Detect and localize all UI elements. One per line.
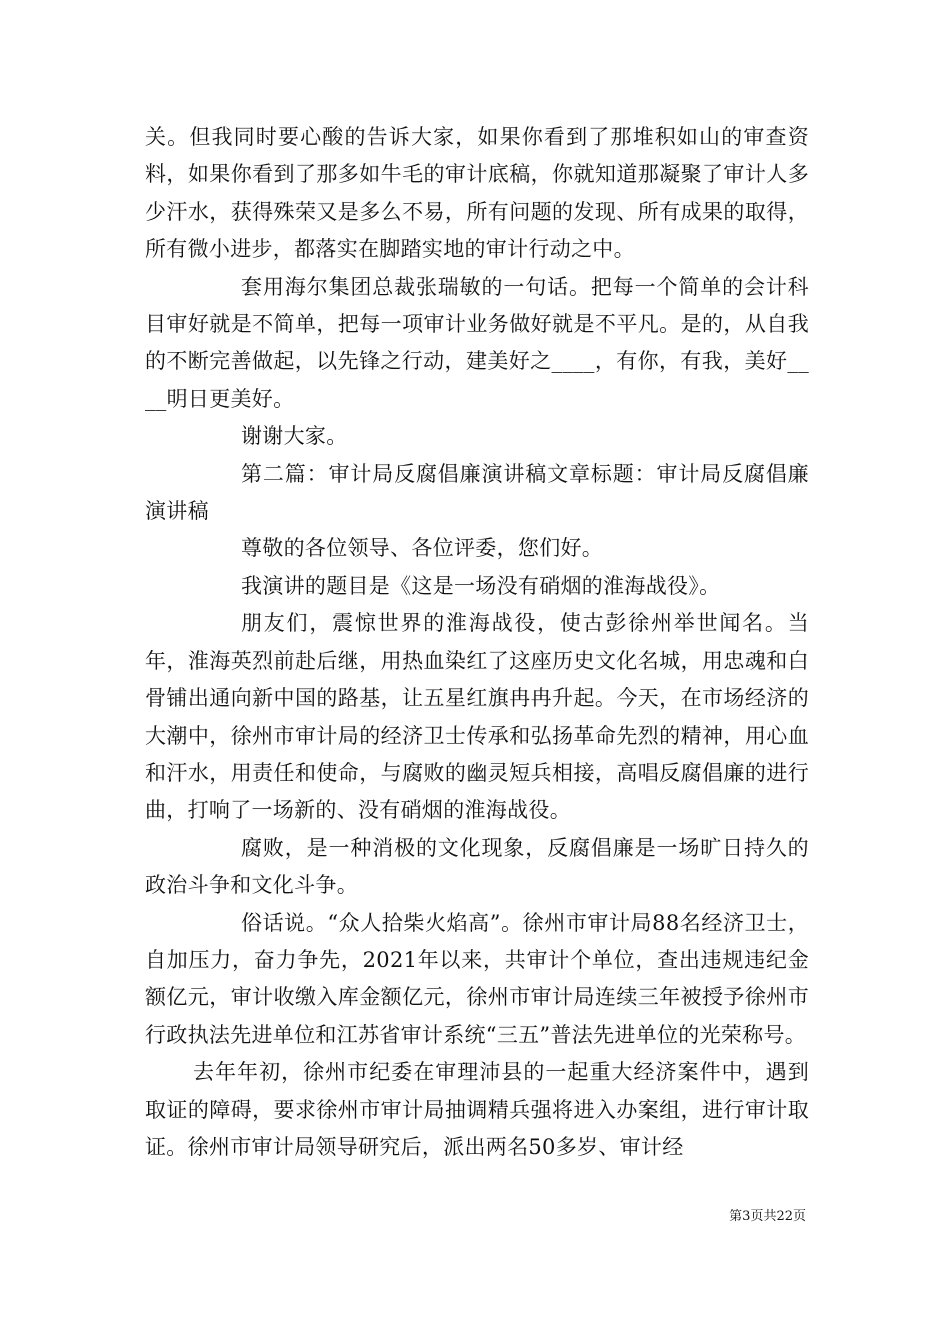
document-body [145,119,809,1166]
paragraph-haier-quote: 套用海尔集团总裁张瑞敏的一句话。把每一个简单的会计科目审好就是不简单，把每一项审计业务做好就是不平凡。是的，从自我的不断完善做起，以先锋之行动，建美好之____，有你，有我，美好____明日更美好。 [145,274,809,411]
paragraph-section-title: 第二篇：审计局反腐倡廉演讲稿文章标题：审计局反腐倡廉演讲稿 [145,461,809,524]
paragraph-continuation: 关。但我同时要心酸的告诉大家，如果你看到了那堆积如山的审查资料，如果你看到了那多如牛毛的审计底稿，你就知道那凝聚了审计人多少汗水，获得殊荣又是多么不易，所有问题的发现、所有成果的取得，所有微小进步，都落实在脚踏实地的审计行动之中。 [145,125,809,262]
paragraph-last-year: 去年年初，徐州市纪委在审理沛县的一起重大经济案件中，遇到取证的障碍，要求徐州市审计局抽调精兵强将进入办案组，进行审计取证。徐州市审计局领导研究后，派出两名50多岁、审计经 [145,1060,809,1159]
page-number-footer: 第3页共22页 [729,1209,806,1224]
paragraph-greeting: 尊敬的各位领导、各位评委，您们好。 [241,536,604,561]
paragraph-thanks: 谢谢大家。 [241,424,348,449]
paragraph-corruption: 腐败，是一种消极的文化现象，反腐倡廉是一场旷日持久的政治斗争和文化斗争。 [145,835,809,898]
paragraph-huaihai: 朋友们，震惊世界的淮海战役，使古彭徐州举世闻名。当年，淮海英烈前赴后继，用热血染红了这座历史文化名城，用忠魂和白骨铺出通向新中国的路基，让五星红旗冉冉升起。今天，在市场经济的大潮中，徐州市审计局的经济卫士传承和弘扬革命先烈的精神，用心血和汗水，用责任和使命，与腐败的幽灵短兵相接，高唱反腐倡廉的进行曲，打响了一场新的、没有硝烟的淮海战役。 [145,611,809,823]
paragraph-speech-title: 我演讲的题目是《这是一场没有硝烟的淮海战役》。 [241,573,721,598]
paragraph-proverb: 俗话说。“众人拾柴火焰高”。徐州市审计局88名经济卫士，自加压力，奋力争先，2021年以来，共审计个单位，查出违规违纪金额亿元，审计收缴入库金额亿元，徐州市审计局连续三年被授予徐州市行政执法先进单位和江苏省审计系统“三五”普法先进单位的光荣称号。 [145,910,809,1047]
